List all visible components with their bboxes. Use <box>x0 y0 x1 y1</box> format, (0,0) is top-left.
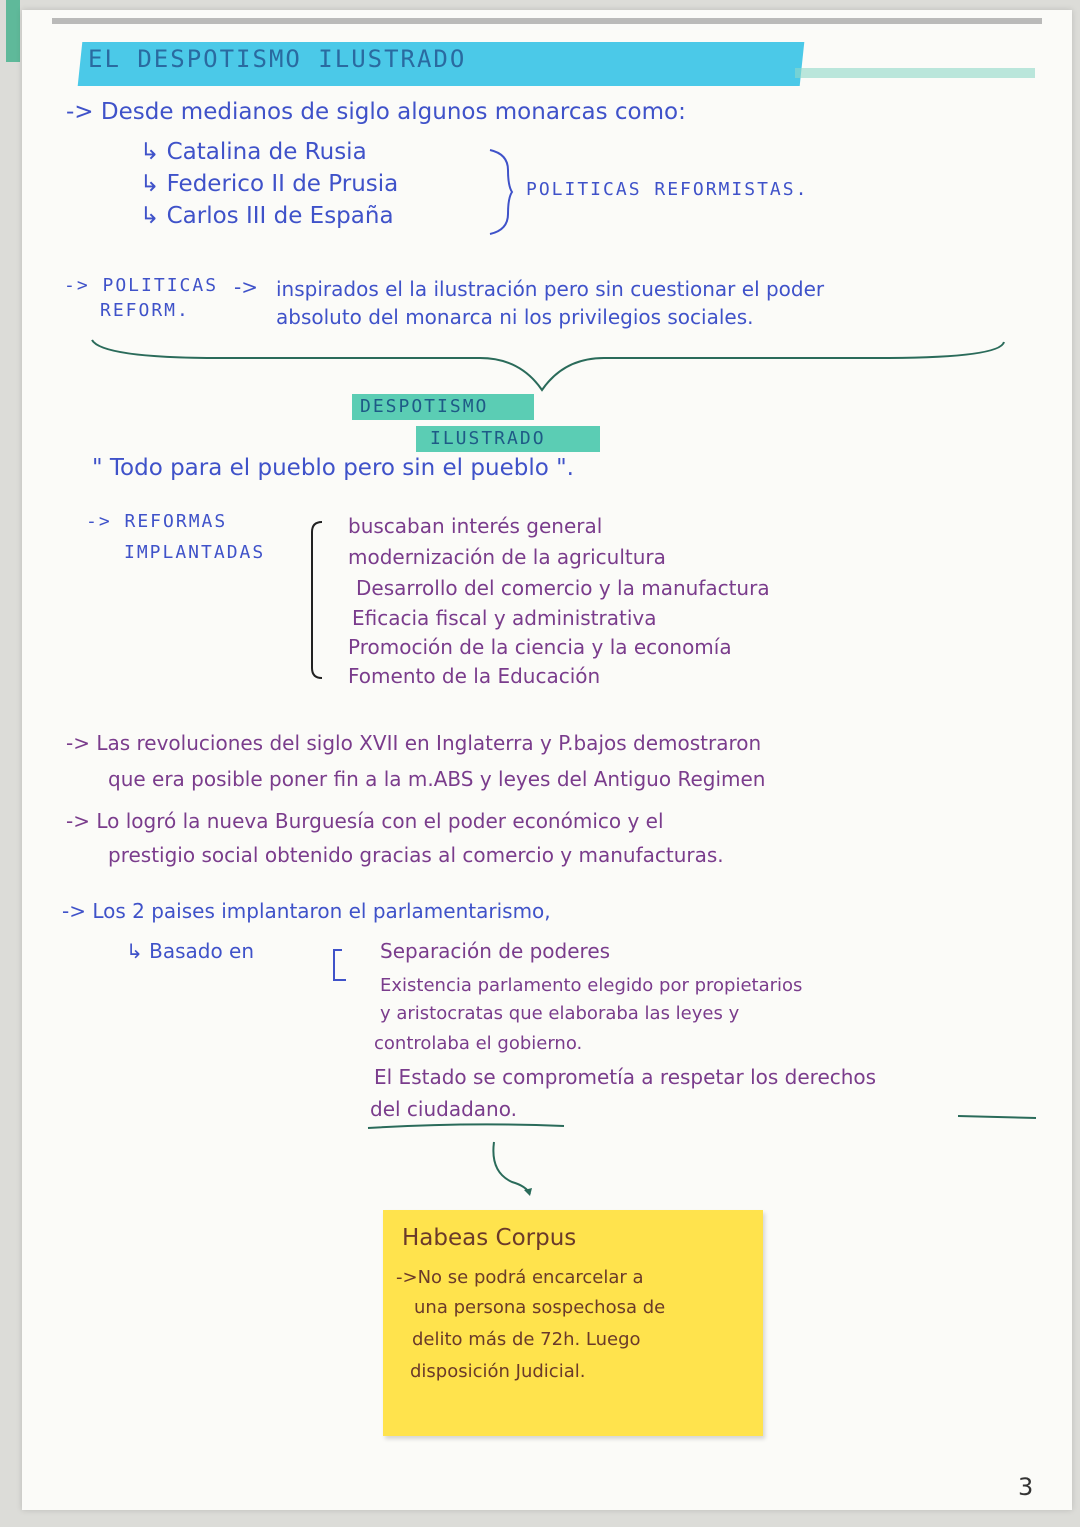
based-label: ↳ Basado en <box>126 939 255 963</box>
title-highlight-tail <box>795 68 1035 78</box>
sticky-line: una persona sospechosa de <box>414 1297 666 1318</box>
center-heading-line1: DESPOTISMO <box>360 396 489 417</box>
reform-item: Fomento de la Educación <box>348 664 601 688</box>
reform-item: buscaban interés general <box>348 514 603 538</box>
reforms-label-1: -> REFORMAS <box>86 511 228 532</box>
center-heading-line2: ILUSTRADO <box>430 428 546 449</box>
page-edge-tab <box>6 0 20 62</box>
reform-item: Desarrollo del comercio y la manufactura <box>356 576 770 600</box>
revolutions-line1: -> Las revoluciones del siglo XVII en Inglaterra y P.bajos demostraron <box>66 731 762 755</box>
intro-line: -> Desde medianos de siglo algunos monarcas como: <box>66 99 686 125</box>
state-line2: del ciudadano. <box>370 1097 517 1121</box>
parliament-item: Existencia parlamento elegido por propietarios <box>380 975 803 996</box>
revolutions-line3: -> Lo logró la nueva Burguesía con el poder económico y el <box>66 809 664 833</box>
brace-label: POLITICAS REFORMISTAS. <box>526 179 809 200</box>
monarch-catalina: ↳ Catalina de Rusia <box>140 139 367 165</box>
sticky-line: delito más de 72h. Luego <box>412 1329 641 1350</box>
reform-item: modernización de la agricultura <box>348 545 666 569</box>
page-title: EL DESPOTISMO ILUSTRADO <box>88 45 467 73</box>
reforms-label-2: IMPLANTADAS <box>124 542 266 563</box>
sticky-line: disposición Judicial. <box>410 1361 586 1382</box>
politicas-label-1: -> POLITICAS <box>64 275 219 296</box>
reform-item: Eficacia fiscal y administrativa <box>352 606 657 630</box>
politicas-label-2: REFORM. <box>100 300 190 321</box>
parliament-item: y aristocratas que elaboraba las leyes y <box>380 1003 740 1024</box>
reform-item: Promoción de la ciencia y la economía <box>348 635 732 659</box>
revolutions-line2: que era posible poner fin a la m.ABS y leyes del Antiguo Regimen <box>108 767 766 791</box>
monarch-carlos: ↳ Carlos III de España <box>140 203 394 229</box>
parliament-item: controlaba el gobierno. <box>374 1033 583 1054</box>
politicas-text-1: inspirados el la ilustración pero sin cuestionar el poder <box>276 277 825 301</box>
parliament-item: Separación de poderes <box>380 939 611 963</box>
politicas-text-2: absoluto del monarca ni los privilegios sociales. <box>276 305 754 329</box>
quote: " Todo para el pueblo pero sin el pueblo ". <box>92 455 574 481</box>
monarch-federico: ↳ Federico II de Prusia <box>140 171 399 197</box>
page-top-shadow <box>52 18 1042 24</box>
state-line1: El Estado se comprometía a respetar los derechos <box>374 1065 877 1089</box>
sticky-title: Habeas Corpus <box>402 1225 577 1251</box>
sticky-line: ->No se podrá encarcelar a <box>396 1267 644 1288</box>
revolutions-line4: prestigio social obtenido gracias al comercio y manufacturas. <box>108 843 724 867</box>
parliament-line1: -> Los 2 paises implantaron el parlamentarismo, <box>62 899 551 923</box>
page-number: 3 <box>1018 1473 1034 1501</box>
politicas-arrow: -> <box>234 275 258 299</box>
